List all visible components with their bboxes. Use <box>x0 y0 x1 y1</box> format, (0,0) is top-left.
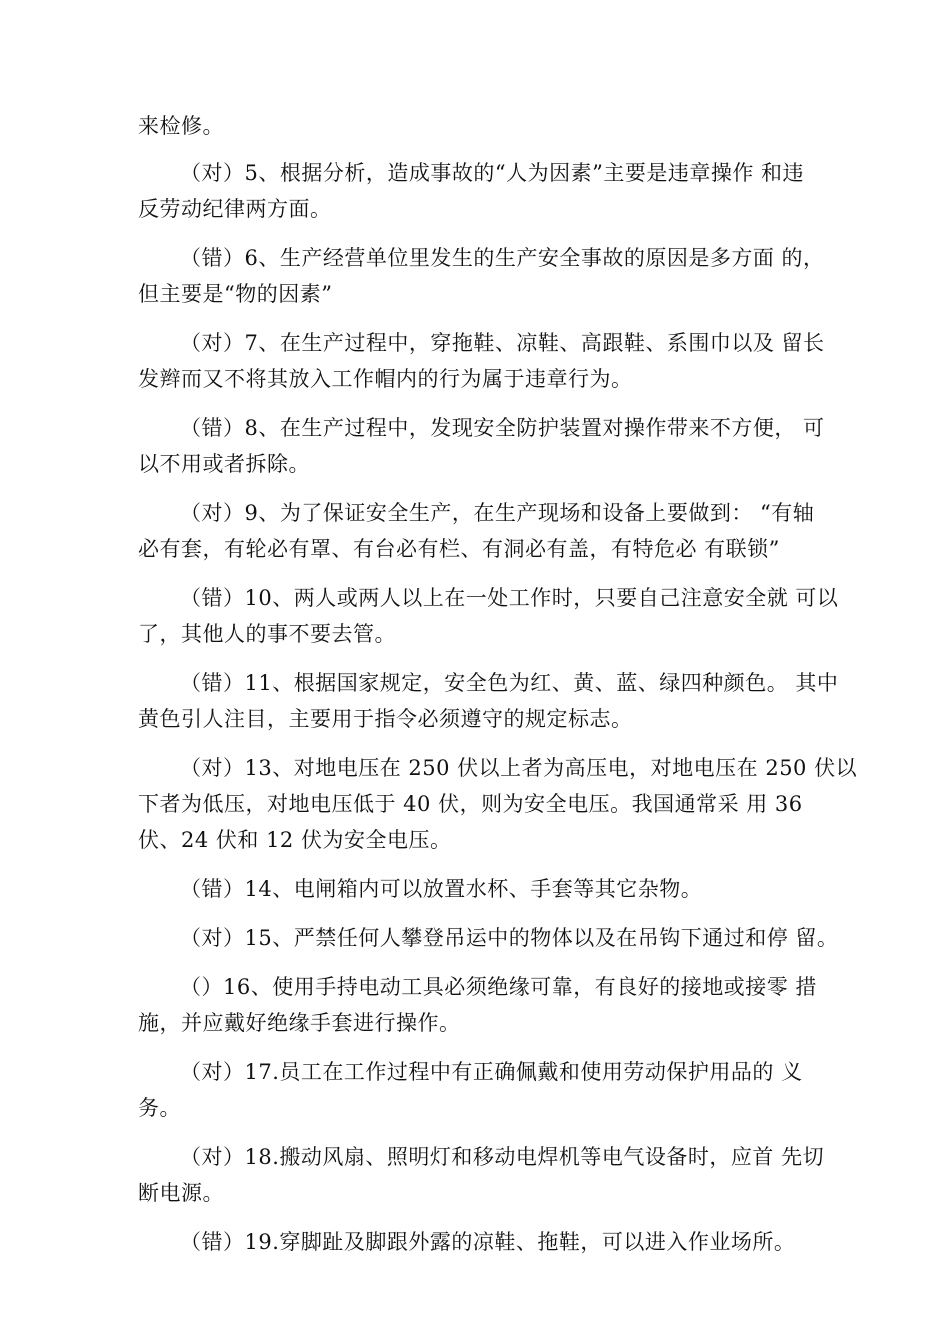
question-line: 下者为低压，对地电压低于 40 伏，则为安全电压。我国通常采 用 36 <box>138 792 803 816</box>
question-item <box>138 240 828 312</box>
question-line-first: （）16、使用手持电动工具必须绝缘可靠，有良好的接地或接零 措 <box>180 975 817 999</box>
question-line: 断电源。 <box>138 1181 224 1205</box>
question-line-first: （对）13、对地电压在 250 伏以上者为高压电，对地电压在 250 伏以 <box>180 756 858 780</box>
question-item <box>138 1054 828 1126</box>
question-line-first: （错）19.穿脚趾及脚跟外露的凉鞋、拖鞋，可以进入作业场所。 <box>180 1230 796 1254</box>
question-item <box>138 155 828 227</box>
question-item <box>138 969 828 1041</box>
question-line-first: （错）10、两人或两人以上在一处工作时，只要自己注意安全就 可以 <box>180 586 839 610</box>
question-item <box>138 750 858 858</box>
question-line: 了，其他人的事不要去管。 <box>138 622 396 646</box>
question-item <box>138 871 828 907</box>
question-line: 施，并应戴好绝缘手套进行操作。 <box>138 1011 461 1035</box>
question-line: 务。 <box>138 1096 181 1120</box>
question-line: 伏、24 伏和 12 伏为安全电压。 <box>138 828 452 852</box>
question-line-first: （错）14、电闸箱内可以放置水杯、手套等其它杂物。 <box>180 877 703 901</box>
question-line: 发辫而又不将其放入工作帽内的行为属于违章行为。 <box>138 367 633 391</box>
question-item <box>138 920 839 956</box>
question-line-first: （对）15、严禁任何人攀登吊运中的物体以及在吊钩下通过和停 留。 <box>180 926 839 950</box>
question-line: 但主要是“物的因素” <box>138 282 333 306</box>
question-line: 以不用或者拆除。 <box>138 452 310 476</box>
question-line-first: （对）7、在生产过程中，穿拖鞋、凉鞋、高跟鞋、系围巾以及 留长 <box>180 331 825 355</box>
question-line-first: （错）11、根据国家规定，安全色为红、黄、蓝、绿四种颜色。 其中 <box>180 671 839 695</box>
question-item <box>138 665 839 737</box>
question-list <box>138 155 858 1273</box>
question-item <box>138 410 828 482</box>
question-item <box>138 325 828 397</box>
question-line-first: （错）8、在生产过程中，发现安全防护装置对操作带来不方便， 可 <box>180 416 825 440</box>
question-line: 反劳动纪律两方面。 <box>138 197 332 221</box>
question-line-first: （对）17.员工在工作过程中有正确佩戴和使用劳动保护用品的 义 <box>180 1060 803 1084</box>
question-item <box>138 1224 828 1260</box>
question-line: 黄色引人注目，主要用于指令必须遵守的规定标志。 <box>138 707 633 731</box>
question-line-first: （错）6、生产经营单位里发生的生产安全事故的原因是多方面 的， <box>180 246 825 270</box>
question-line: 必有套，有轮必有罩、有台必有栏、有洞必有盖，有特危必 有联锁” <box>138 537 780 561</box>
question-item <box>138 580 839 652</box>
question-line-first: （对）5、根据分析，造成事故的“人为因素”主要是违章操作 和违 <box>180 161 805 185</box>
question-line-first: （对）18.搬动风扇、照明灯和移动电焊机等电气设备时，应首 先切 <box>180 1145 825 1169</box>
question-item <box>138 1139 828 1211</box>
continuation-text: 来检修。 <box>138 114 224 138</box>
question-item <box>138 495 828 567</box>
question-line-first: （对）9、为了保证安全生产，在生产现场和设备上要做到： “有轴 <box>180 501 815 525</box>
